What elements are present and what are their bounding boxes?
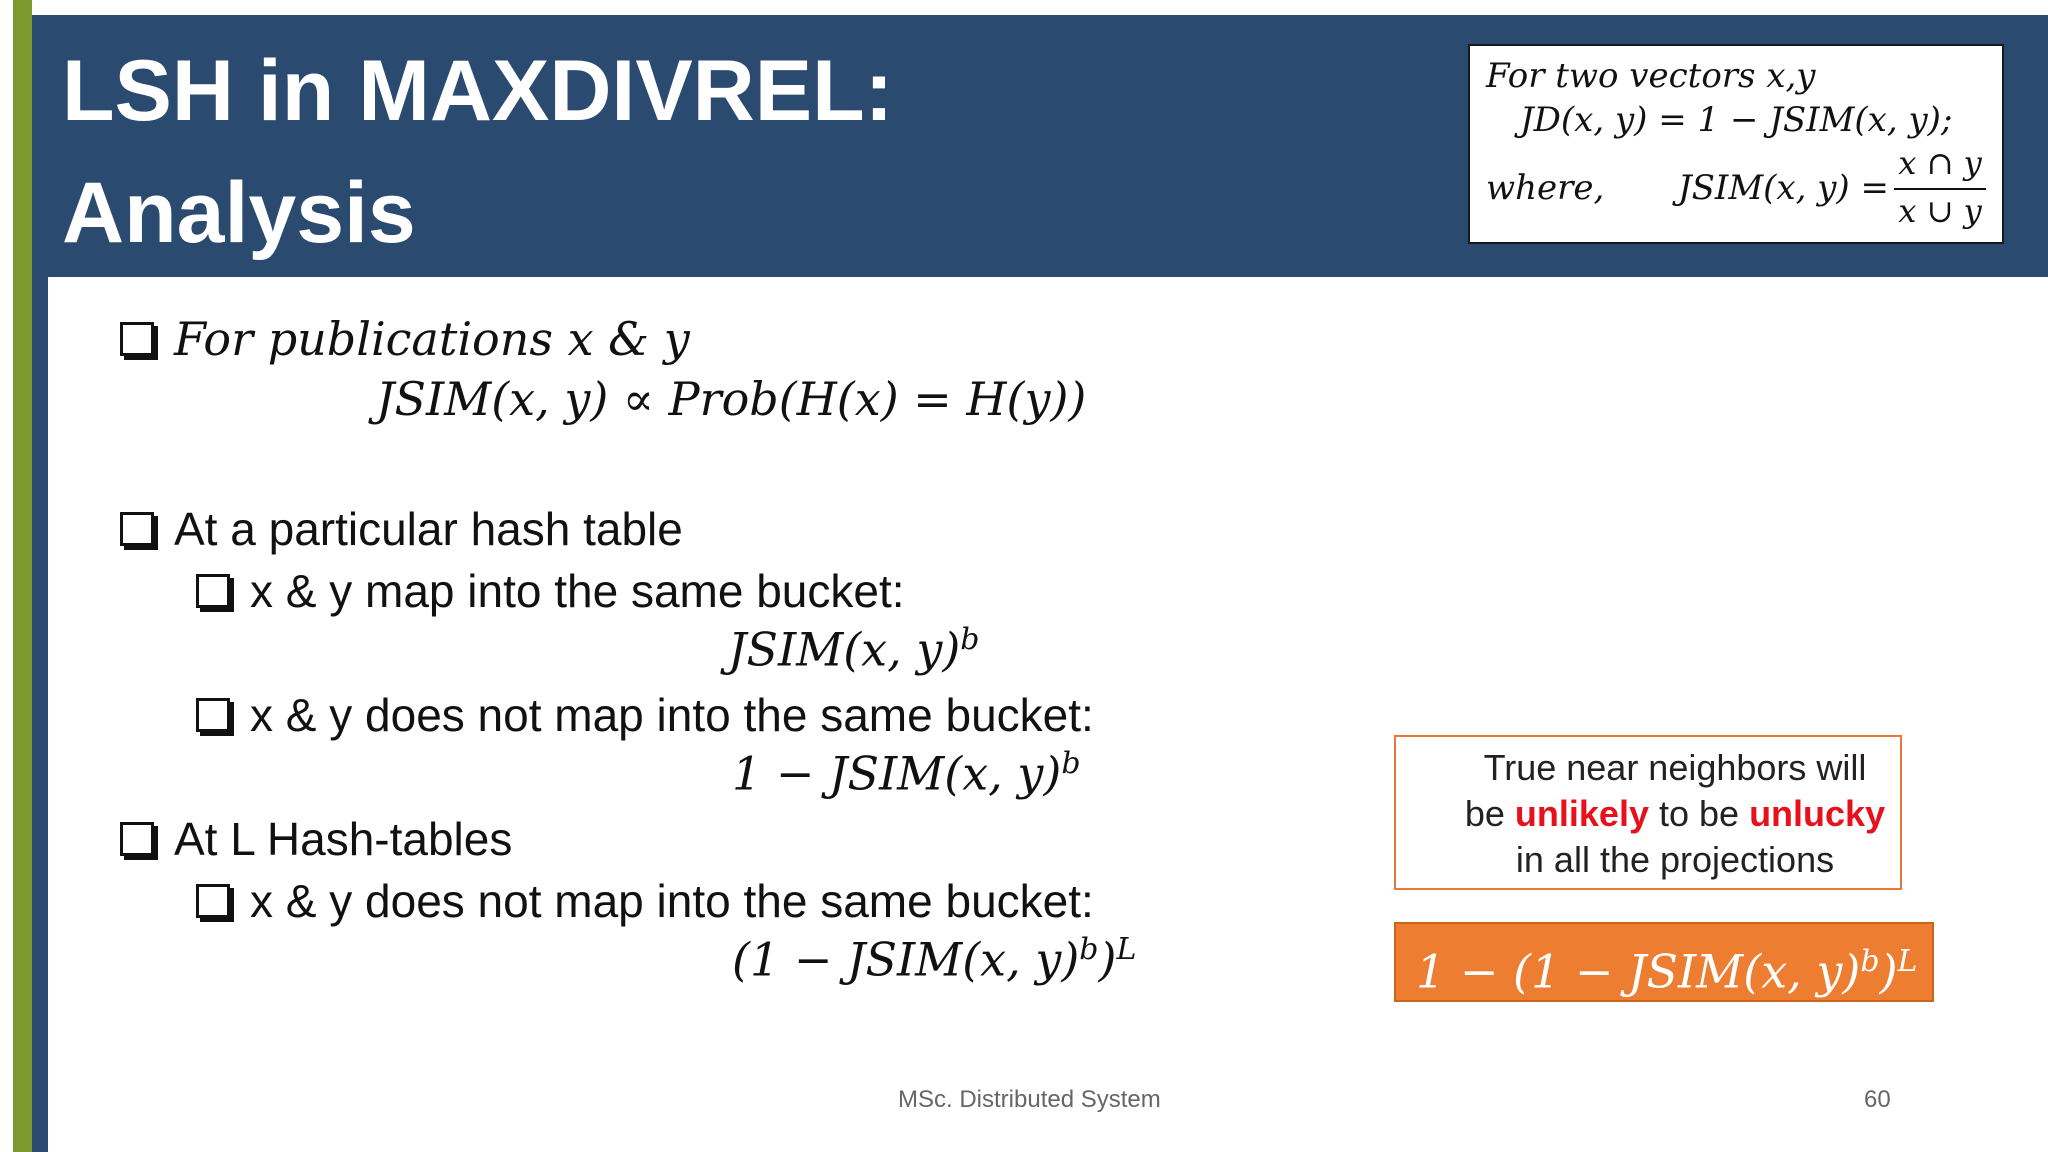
checkbox-bullet-icon <box>196 698 230 732</box>
result-part-b: ) <box>1879 944 1898 999</box>
sub-bullet-l-not-same-bucket <box>196 874 1094 928</box>
bullet-l-hash-tables <box>120 812 512 866</box>
bullet-text: For publications x & y <box>174 312 690 366</box>
callout-highlight-unlucky: unlucky <box>1749 793 1886 834</box>
footer-course: MSc. Distributed System <box>898 1086 1161 1113</box>
result-exponent-l: L <box>1897 944 1918 979</box>
bullet-text: x & y does not map into the same bucket: <box>250 689 1094 741</box>
top-strip <box>0 0 2048 15</box>
jsim-fraction <box>1894 144 1986 230</box>
formula-base: JSIM(x, y) <box>728 622 961 677</box>
slide-title <box>62 30 1362 274</box>
formula-base: 1 − JSIM(x, y) <box>732 746 1062 801</box>
sub-bullet-not-same-bucket <box>196 688 1094 742</box>
callout-text: to be <box>1648 793 1750 834</box>
jd-formula: JD(x, y) = 1 − JSIM(x, y); <box>1520 100 1953 140</box>
checkbox-bullet-icon <box>196 574 230 608</box>
title-line-1: LSH in MAXDIVREL: <box>62 43 894 139</box>
formula-proportional: JSIM(x, y) ∝ Prob(H(x) = H(y)) <box>376 372 1087 426</box>
definition-intro: For two vectors x,y <box>1486 56 1816 96</box>
checkbox-bullet-icon <box>196 884 230 918</box>
callout-line-1: True near neighbors will <box>1483 747 1867 788</box>
fraction-bar <box>1894 188 1986 190</box>
formula-part-b: ) <box>1098 932 1117 987</box>
accent-bar-navy <box>32 15 48 1152</box>
page-number: 60 <box>1864 1086 1891 1113</box>
formula-not-same-bucket <box>732 746 1081 800</box>
checkbox-bullet-icon <box>120 512 154 546</box>
bullet-text: At a particular hash table <box>174 503 683 555</box>
bullet-text: x & y does not map into the same bucket: <box>250 875 1094 927</box>
definition-box <box>1468 44 2004 244</box>
fraction-numerator: x ∩ y <box>1898 144 1982 182</box>
callout-line-2 <box>1456 791 1894 837</box>
callout-box <box>1394 735 1902 890</box>
jsim-lhs: JSIM(x, y) = <box>1678 168 1889 208</box>
callout-line-3: in all the projections <box>1515 839 1835 880</box>
formula-exponent: b <box>1061 746 1081 781</box>
formula-exponent: b <box>960 622 980 657</box>
checkbox-bullet-icon <box>120 322 154 356</box>
bullet-particular-hash-table <box>120 502 683 556</box>
result-part-a: 1 − (1 − JSIM(x, y) <box>1416 944 1861 999</box>
sub-bullet-same-bucket <box>196 564 905 618</box>
formula-exponent-b: b <box>1079 932 1099 967</box>
formula-l-tables <box>732 932 1136 986</box>
callout-highlight-unlikely: unlikely <box>1514 793 1649 834</box>
callout-text: be <box>1464 793 1515 834</box>
formula-same-bucket <box>728 622 980 676</box>
formula-part-a: (1 − JSIM(x, y) <box>732 932 1080 987</box>
title-line-2: Analysis <box>62 165 416 261</box>
formula-exponent-l: L <box>1116 932 1137 967</box>
bullet-text: x & y map into the same bucket: <box>250 565 905 617</box>
result-exponent-b: b <box>1860 944 1880 979</box>
result-formula-box <box>1394 922 1934 1002</box>
bullet-publications <box>120 312 690 366</box>
bullet-text: At L Hash-tables <box>174 813 513 865</box>
where-label: where, <box>1486 168 1605 208</box>
accent-bar-green <box>13 0 32 1152</box>
fraction-denominator: x ∪ y <box>1898 192 1982 230</box>
checkbox-bullet-icon <box>120 822 154 856</box>
